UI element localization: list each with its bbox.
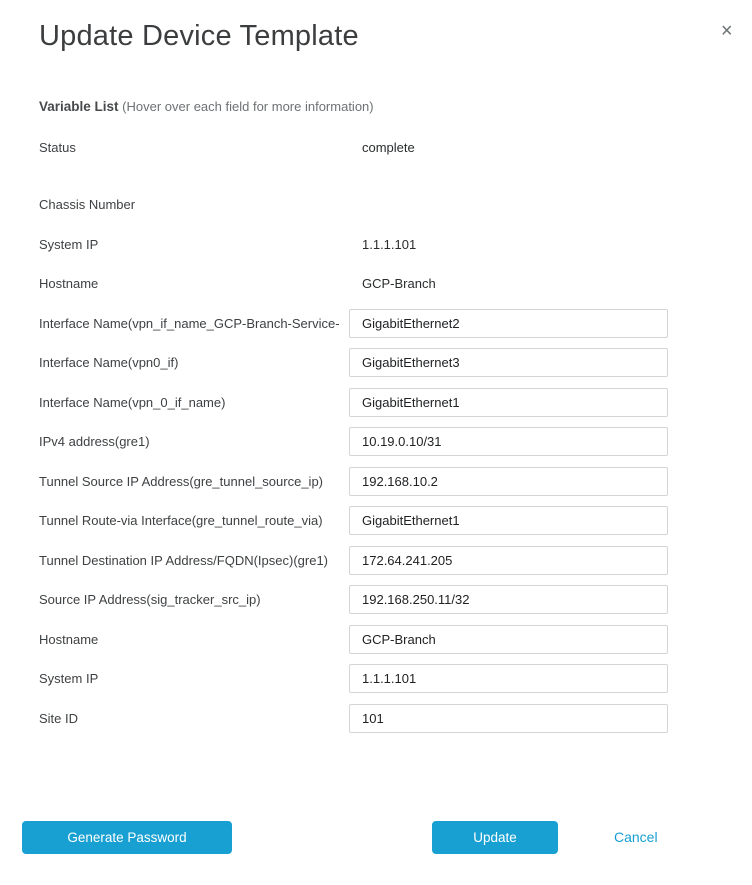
variable-row — [39, 309, 668, 338]
field-label: Tunnel Source IP Address(gre_tunnel_source_ip) — [39, 473, 324, 489]
update-button[interactable]: Update — [432, 821, 558, 854]
close-icon[interactable]: ✕ — [720, 22, 733, 41]
field-label: Tunnel Route-via Interface(gre_tunnel_route_via) — [39, 513, 323, 529]
field-value: GCP-Branch — [362, 276, 436, 292]
field-input[interactable] — [349, 506, 668, 535]
field-label: Interface Name(vpn_0_if_name) — [39, 394, 226, 410]
field-value: complete — [362, 139, 415, 155]
variable-list-note: (Hover over each field for more information) — [122, 99, 374, 115]
variable-row-static — [39, 230, 668, 259]
variable-row — [39, 546, 668, 575]
variable-row-static — [39, 269, 668, 298]
update-device-template-dialog — [0, 20, 752, 885]
field-input[interactable] — [349, 309, 668, 338]
field-label: Interface Name(vpn0_if) — [39, 355, 179, 371]
dialog-title: Update Device Template — [39, 20, 359, 52]
field-input[interactable] — [349, 348, 668, 377]
field-label: Source IP Address(sig_tracker_src_ip) — [39, 592, 261, 608]
cancel-link[interactable]: Cancel — [614, 829, 658, 845]
variable-row — [39, 585, 668, 614]
field-input[interactable] — [349, 427, 668, 456]
variable-row — [39, 467, 668, 496]
field-input[interactable] — [349, 388, 668, 417]
dialog-footer — [0, 821, 752, 854]
field-input[interactable] — [349, 625, 668, 654]
variable-row — [39, 348, 668, 377]
field-label: IPv4 address(gre1) — [39, 434, 150, 450]
variable-list-title: Variable List — [39, 99, 119, 115]
variable-row — [39, 664, 668, 693]
variable-row — [39, 388, 668, 417]
variable-list — [39, 133, 668, 733]
field-label: Interface Name(vpn_if_name_GCP-Branch-Service- — [39, 315, 340, 331]
field-label: Site ID — [39, 710, 79, 726]
variable-row-static — [39, 190, 668, 219]
field-input[interactable] — [349, 467, 668, 496]
generate-password-button[interactable]: Generate Password — [22, 821, 232, 854]
field-label: Tunnel Destination IP Address/FQDN(Ipsec)(gre1) — [39, 552, 329, 568]
variable-row — [39, 506, 668, 535]
variable-row — [39, 625, 668, 654]
field-label: System IP — [39, 236, 99, 252]
variable-row — [39, 427, 668, 456]
variable-list-heading — [39, 99, 713, 115]
field-label: Status — [39, 139, 76, 155]
field-input[interactable] — [349, 704, 668, 733]
variable-row-static — [39, 133, 668, 162]
field-input[interactable] — [349, 546, 668, 575]
field-label: System IP — [39, 671, 99, 687]
field-input[interactable] — [349, 585, 668, 614]
field-label: Chassis Number — [39, 197, 136, 213]
field-label: Hostname — [39, 276, 99, 292]
field-label: Hostname — [39, 631, 99, 647]
field-value: 1.1.1.101 — [362, 236, 417, 252]
variable-row — [39, 704, 668, 733]
field-input[interactable] — [349, 664, 668, 693]
